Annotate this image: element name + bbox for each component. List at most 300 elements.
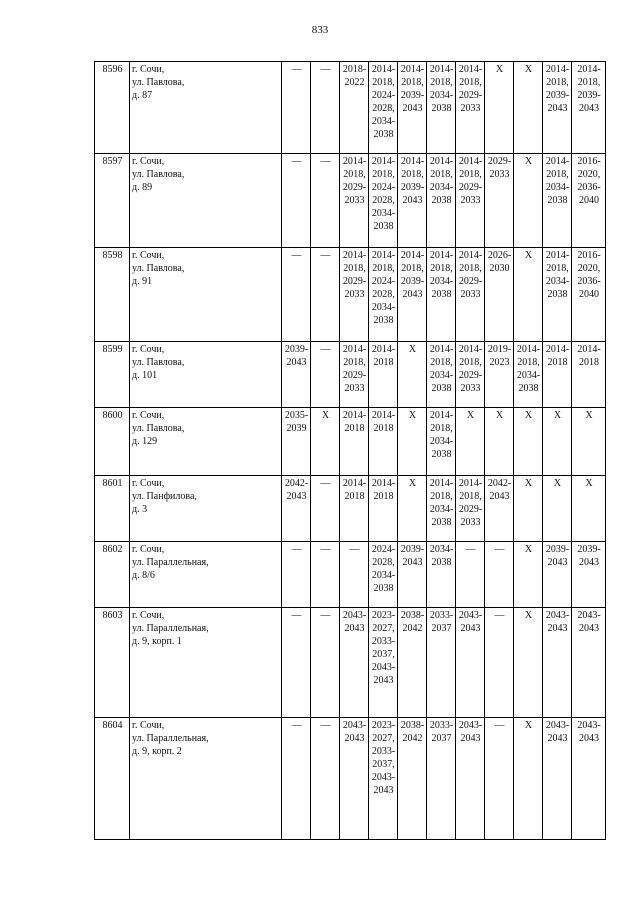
period-cell <box>369 408 398 476</box>
period-cell <box>427 62 456 154</box>
period-line: 2018, <box>459 169 482 180</box>
period-cell <box>398 342 427 408</box>
period-cell <box>398 608 427 718</box>
period-line: 2033 <box>460 195 481 206</box>
period-line: 2039- <box>577 90 601 101</box>
period-line: — <box>320 478 331 489</box>
address-cell <box>130 608 282 718</box>
period-line: 2014- <box>400 64 425 75</box>
period-line: 2038 <box>373 315 394 326</box>
period-cell <box>340 154 369 248</box>
period-line: X <box>524 478 533 489</box>
period-line: 2014- <box>458 64 483 75</box>
period-line: 2043- <box>458 720 483 731</box>
period-line: 2024- <box>371 182 396 193</box>
period-line: 2014- <box>458 344 483 355</box>
period-line: 2029- <box>342 276 367 287</box>
period-line: 2036- <box>577 276 601 287</box>
period-line: 2039 <box>286 423 307 434</box>
period-line: X <box>408 344 417 355</box>
period-cell <box>456 248 485 342</box>
period-line: 2042 <box>402 623 423 634</box>
period-cell <box>543 718 572 840</box>
period-line: 2037, <box>372 759 395 770</box>
period-line: 2014- <box>429 478 454 489</box>
period-cell <box>311 476 340 542</box>
period-line: — <box>320 250 331 261</box>
period-line: 2018, <box>430 169 453 180</box>
period-line: 2033- <box>429 610 454 621</box>
period-line: 2042 <box>402 733 423 744</box>
period-cell <box>282 154 311 248</box>
period-line: 2018, <box>372 263 395 274</box>
period-cell <box>485 608 514 718</box>
period-line: X <box>585 410 593 421</box>
period-cell <box>456 342 485 408</box>
period-line: 2029- <box>342 370 367 381</box>
period-line: 2020, <box>577 169 601 180</box>
period-line: 2014- <box>545 156 570 167</box>
address-line: г. Сочи, <box>132 478 165 489</box>
period-cell <box>543 476 572 542</box>
address-line: ул. Панфилова, <box>132 491 197 502</box>
period-line: 2014- <box>342 410 367 421</box>
period-line: 2018, <box>430 263 453 274</box>
period-line: 2018, <box>343 263 366 274</box>
period-line: 2034- <box>429 182 454 193</box>
period-line: 2043- <box>342 720 367 731</box>
period-cell <box>340 608 369 718</box>
period-line: 2040 <box>579 289 599 300</box>
period-cell <box>369 154 398 248</box>
period-cell <box>543 248 572 342</box>
period-line: X <box>553 410 562 421</box>
period-line: 2043 <box>489 491 510 502</box>
period-line: 2018, <box>401 77 424 88</box>
period-line: — <box>494 720 505 731</box>
period-line: 2034- <box>429 370 454 381</box>
period-line: 2014- <box>577 344 601 355</box>
period-cell <box>369 542 398 608</box>
address-line: г. Сочи, <box>132 720 165 731</box>
period-cell <box>340 476 369 542</box>
row-number: 8602 <box>95 542 130 608</box>
period-cell <box>427 542 456 608</box>
period-line: 2033 <box>460 517 481 528</box>
period-line: 2034- <box>429 544 454 555</box>
period-line: 2043 <box>579 557 599 568</box>
period-cell <box>311 408 340 476</box>
period-line: 2018- <box>342 64 367 75</box>
period-line: 2042- <box>284 478 309 489</box>
period-line: 2043 <box>344 733 365 744</box>
period-line: 2034- <box>371 208 396 219</box>
period-cell <box>485 342 514 408</box>
period-cell <box>543 62 572 154</box>
period-cell <box>311 718 340 840</box>
period-cell <box>311 248 340 342</box>
period-cell <box>572 154 606 248</box>
page-number: 833 <box>311 24 329 36</box>
period-line: — <box>291 610 302 621</box>
period-line: 2038 <box>431 383 452 394</box>
period-line: 2037 <box>431 623 452 634</box>
address-cell <box>130 154 282 248</box>
period-cell <box>456 608 485 718</box>
period-line: 2018 <box>547 357 568 368</box>
period-line: 2038 <box>431 557 452 568</box>
period-line: — <box>320 156 331 167</box>
row-number: 8596 <box>95 62 130 154</box>
period-line: 2039- <box>400 182 425 193</box>
period-line: 2018 <box>344 423 365 434</box>
period-line: 2028, <box>372 289 395 300</box>
period-line: 2038- <box>400 720 425 731</box>
period-line: 2014- <box>342 250 367 261</box>
address-line: д. 87 <box>132 90 153 101</box>
period-line: 2018, <box>459 491 482 502</box>
period-cell <box>485 718 514 840</box>
address-line: г. Сочи, <box>132 344 165 355</box>
period-cell <box>369 62 398 154</box>
period-line: 2023- <box>371 610 396 621</box>
period-line: 2014- <box>371 478 396 489</box>
period-line: 2038 <box>373 583 394 594</box>
period-line: X <box>524 64 533 75</box>
period-line: 2043 <box>547 103 568 114</box>
period-line: X <box>524 410 533 421</box>
period-cell <box>427 342 456 408</box>
period-cell <box>572 608 606 718</box>
period-line: 2027, <box>372 733 395 744</box>
period-line: 2034- <box>545 276 570 287</box>
period-cell <box>456 542 485 608</box>
period-line: 2043- <box>371 662 396 673</box>
period-line: 2040 <box>579 195 599 206</box>
period-line: 2039- <box>545 90 570 101</box>
period-line: 2014- <box>342 156 367 167</box>
row-number: 8601 <box>95 476 130 542</box>
period-line: — <box>494 610 505 621</box>
period-line: 2033- <box>371 636 396 647</box>
period-cell <box>398 154 427 248</box>
period-cell <box>572 476 606 542</box>
address-line: д. 3 <box>132 504 148 515</box>
period-line: X <box>495 410 504 421</box>
period-cell <box>427 408 456 476</box>
period-cell <box>369 342 398 408</box>
period-cell <box>369 718 398 840</box>
row-number: 8603 <box>95 608 130 718</box>
period-cell <box>485 62 514 154</box>
period-line: 2014- <box>458 156 483 167</box>
period-line: 2043 <box>373 785 394 796</box>
period-line: 2014- <box>371 64 396 75</box>
period-line: 2014- <box>400 250 425 261</box>
period-line: 2038 <box>547 289 568 300</box>
period-line: 2029- <box>458 182 483 193</box>
period-line: 2043- <box>458 610 483 621</box>
period-line: 2018, <box>546 169 569 180</box>
period-cell <box>398 542 427 608</box>
table-row <box>95 608 606 718</box>
period-cell <box>485 476 514 542</box>
period-line: 2039- <box>545 544 570 555</box>
period-line: 2043- <box>545 610 570 621</box>
period-line: 2018, <box>401 263 424 274</box>
period-line: 2016- <box>577 156 601 167</box>
period-line: 2029- <box>458 276 483 287</box>
period-line: 2018, <box>372 169 395 180</box>
period-line: 2037 <box>431 733 452 744</box>
table-row <box>95 248 606 342</box>
period-line: 2033 <box>460 289 481 300</box>
period-line: 2018, <box>343 169 366 180</box>
period-line: 2034- <box>545 182 570 193</box>
period-line: 2018, <box>459 263 482 274</box>
period-cell <box>369 248 398 342</box>
period-line: 2043 <box>402 103 423 114</box>
period-line: 2018, <box>401 169 424 180</box>
address-line: д. 9, корп. 2 <box>132 746 182 757</box>
period-line: 2038 <box>431 103 452 114</box>
period-cell <box>398 718 427 840</box>
period-line: 2014- <box>458 478 483 489</box>
period-line: 2033 <box>344 289 365 300</box>
address-cell <box>130 62 282 154</box>
period-cell <box>543 408 572 476</box>
period-line: — <box>465 544 476 555</box>
period-line: 2018, <box>517 357 540 368</box>
period-line: 2018, <box>546 77 569 88</box>
period-line: 2018, <box>430 77 453 88</box>
period-line: 2043 <box>344 623 365 634</box>
period-cell <box>311 608 340 718</box>
period-cell <box>485 542 514 608</box>
period-line: 2043- <box>577 610 601 621</box>
period-cell <box>485 408 514 476</box>
period-cell <box>340 542 369 608</box>
period-line: 2023 <box>489 357 510 368</box>
period-cell <box>398 248 427 342</box>
period-cell <box>427 608 456 718</box>
period-cell <box>282 62 311 154</box>
period-line: 2038 <box>373 221 394 232</box>
period-line: 2014- <box>342 344 367 355</box>
period-line: 2018 <box>373 357 394 368</box>
address-cell <box>130 718 282 840</box>
period-line: X <box>585 478 593 489</box>
period-line: 2034- <box>371 116 396 127</box>
period-line: 2018, <box>430 357 453 368</box>
period-cell <box>427 154 456 248</box>
period-line: 2039- <box>400 276 425 287</box>
period-cell <box>282 342 311 408</box>
period-line: 2028, <box>372 103 395 114</box>
period-cell <box>398 62 427 154</box>
period-cell <box>572 248 606 342</box>
period-cell <box>572 408 606 476</box>
period-cell <box>572 342 606 408</box>
period-line: 2034- <box>429 436 454 447</box>
period-line: 2033 <box>344 383 365 394</box>
period-line: — <box>320 610 331 621</box>
address-line: г. Сочи, <box>132 250 165 261</box>
period-line: 2023- <box>371 720 396 731</box>
period-cell <box>427 476 456 542</box>
period-cell <box>311 62 340 154</box>
period-cell <box>340 248 369 342</box>
period-line: 2039- <box>400 90 425 101</box>
address-line: ул. Павлова, <box>132 423 185 434</box>
period-line: 2026- <box>487 250 512 261</box>
period-line: 2034- <box>516 370 541 381</box>
period-line: 2014- <box>545 344 570 355</box>
period-line: 2043- <box>545 720 570 731</box>
period-line: 2018 <box>373 423 394 434</box>
period-line: 2034- <box>371 302 396 313</box>
period-line: X <box>524 156 533 167</box>
period-line: 2043 <box>579 733 599 744</box>
period-line: 2034- <box>371 570 396 581</box>
period-cell <box>543 342 572 408</box>
period-cell <box>514 476 543 542</box>
period-cell <box>282 476 311 542</box>
period-line: 2034- <box>429 90 454 101</box>
period-line: — <box>320 544 331 555</box>
period-cell <box>572 718 606 840</box>
period-cell <box>340 408 369 476</box>
period-line: 2018, <box>459 77 482 88</box>
period-cell <box>514 408 543 476</box>
period-line: 2039- <box>577 544 601 555</box>
period-line: 2043 <box>547 623 568 634</box>
period-line: — <box>291 720 302 731</box>
period-line: 2043 <box>547 733 568 744</box>
period-line: 2019- <box>487 344 512 355</box>
period-line: 2042- <box>487 478 512 489</box>
address-line: ул. Павлова, <box>132 169 185 180</box>
period-line: 2014- <box>400 156 425 167</box>
period-line: 2043 <box>402 557 423 568</box>
period-line: 2043- <box>577 720 601 731</box>
period-line: — <box>291 544 302 555</box>
period-line: 2043 <box>579 623 599 634</box>
period-line: 2036- <box>577 182 601 193</box>
table-row <box>95 154 606 248</box>
period-line: — <box>349 544 360 555</box>
row-number: 8598 <box>95 248 130 342</box>
period-cell <box>282 248 311 342</box>
capital-repair-schedule-table <box>94 61 606 840</box>
period-line: 2043- <box>371 772 396 783</box>
period-line: 2016- <box>577 250 601 261</box>
period-cell <box>340 718 369 840</box>
address-cell <box>130 476 282 542</box>
period-cell <box>282 408 311 476</box>
period-line: 2014- <box>371 156 396 167</box>
period-line: 2018, <box>372 77 395 88</box>
period-cell <box>485 248 514 342</box>
period-cell <box>311 542 340 608</box>
address-line: г. Сочи, <box>132 64 165 75</box>
table-row <box>95 408 606 476</box>
period-line: 2039- <box>284 344 309 355</box>
period-line: 2033- <box>371 746 396 757</box>
period-line: 2043 <box>402 195 423 206</box>
address-line: д. 91 <box>132 276 153 287</box>
period-line: 2028, <box>372 557 395 568</box>
period-cell <box>369 476 398 542</box>
period-line: 2038 <box>373 129 394 140</box>
period-cell <box>456 476 485 542</box>
period-line: X <box>495 64 504 75</box>
period-line: 2043 <box>460 623 481 634</box>
address-line: ул. Павлова, <box>132 77 185 88</box>
period-cell <box>514 608 543 718</box>
period-line: 2029- <box>342 182 367 193</box>
period-cell <box>369 608 398 718</box>
period-line: 2033 <box>489 169 510 180</box>
period-cell <box>456 408 485 476</box>
period-line: 2018, <box>459 357 482 368</box>
period-line: 2038 <box>547 195 568 206</box>
period-line: 2043- <box>342 610 367 621</box>
period-cell <box>514 154 543 248</box>
address-cell <box>130 408 282 476</box>
period-line: 2018, <box>430 423 453 434</box>
period-line: X <box>524 544 533 555</box>
row-number: 8599 <box>95 342 130 408</box>
period-cell <box>572 62 606 154</box>
period-line: X <box>408 410 417 421</box>
period-line: 2018, <box>430 491 453 502</box>
period-line: 2038 <box>518 383 539 394</box>
period-line: 2043 <box>402 289 423 300</box>
table-row <box>95 542 606 608</box>
period-cell <box>514 718 543 840</box>
period-line: X <box>553 478 562 489</box>
period-line: 2043 <box>286 491 307 502</box>
period-cell <box>456 154 485 248</box>
period-line: 2014- <box>342 478 367 489</box>
period-line: — <box>291 250 302 261</box>
period-line: 2033- <box>429 720 454 731</box>
table-row <box>95 476 606 542</box>
period-line: 2024- <box>371 276 396 287</box>
address-line: д. 89 <box>132 182 153 193</box>
period-line: 2022 <box>344 77 365 88</box>
period-cell <box>572 542 606 608</box>
period-line: 2038- <box>400 610 425 621</box>
row-number: 8600 <box>95 408 130 476</box>
address-line: г. Сочи, <box>132 410 165 421</box>
period-line: 2029- <box>458 90 483 101</box>
period-cell <box>514 542 543 608</box>
period-line: 2014- <box>429 64 454 75</box>
period-line: 2014- <box>371 344 396 355</box>
period-line: 2024- <box>371 544 396 555</box>
address-cell <box>130 542 282 608</box>
period-line: X <box>466 410 475 421</box>
table-row <box>95 718 606 840</box>
row-number: 8597 <box>95 154 130 248</box>
period-line: 2038 <box>431 289 452 300</box>
table-row <box>95 62 606 154</box>
period-cell <box>514 62 543 154</box>
period-line: 2043 <box>286 357 307 368</box>
period-line: 2043 <box>460 733 481 744</box>
